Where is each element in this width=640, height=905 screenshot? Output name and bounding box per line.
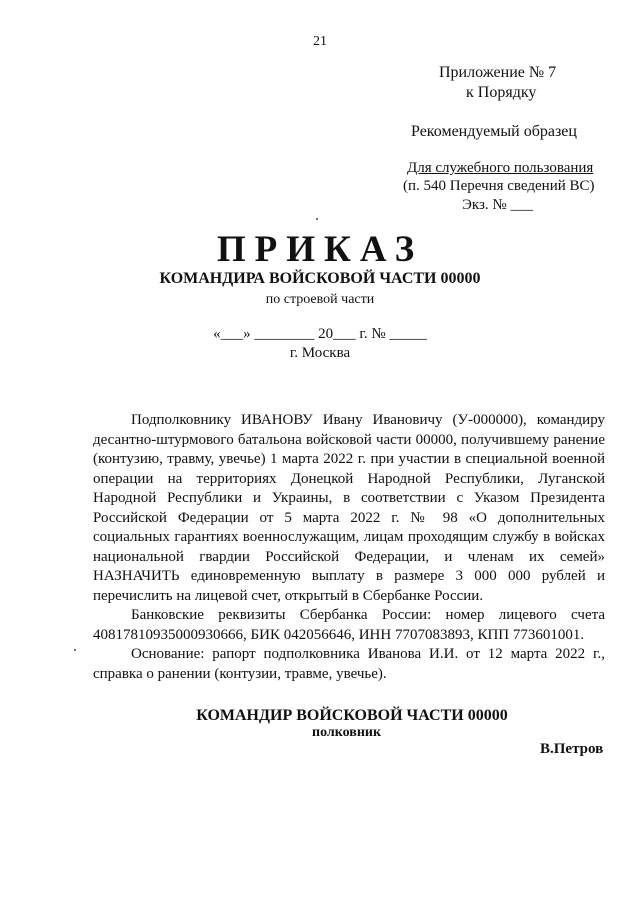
appendix-line-2: к Порядку bbox=[466, 84, 537, 101]
order-title: ПРИКАЗ bbox=[216, 229, 424, 270]
body-paragraph-1: Подполковнику ИВАНОВУ Ивану Ивановичу (У-000000), командиру десантно-штурмового батальона войсковой части 00000, получившему ранение (контузию, травму, увечье) 1 марта 2022 г. при участии в специальной военной операции на территориях Донецкой Народной Республики, Луганской Народной Республики и Украины, в соответствии с Указом Президента Российской Федерации от 5 марта 2022 г. № 98 «О дополнительных социальных гарантиях военнослужащим, лицам проходящим службу в войсках национальной гвардии Российской Федерации, и членам их семей» НАЗНАЧИТЬ единовременную выплату в размере 3 000 000 рублей и перечислить на лицевой счет, открытый в Сбербанке России. bbox=[93, 412, 605, 604]
scan-speck bbox=[74, 649, 76, 651]
classification-line-1: Для служебного пользования bbox=[407, 160, 594, 176]
page-number: 21 bbox=[313, 34, 327, 49]
order-subtitle: КОМАНДИРА ВОЙСКОВОЙ ЧАСТИ 00000 bbox=[159, 270, 481, 287]
order-type: по строевой части bbox=[265, 292, 375, 307]
signature-title: КОМАНДИР ВОЙСКОВОЙ ЧАСТИ 00000 bbox=[196, 707, 508, 724]
order-date-line: «___» ________ 20___ г. № _____ bbox=[213, 326, 427, 342]
body-paragraph-3: Основание: рапорт подполковника Иванова И.И. от 12 марта 2022 г., справка о ранении (контузии, травме, увечье). bbox=[93, 646, 605, 682]
order-city: г. Москва bbox=[289, 345, 351, 361]
signature-name: В.Петров bbox=[540, 741, 604, 757]
order-body bbox=[93, 411, 605, 684]
appendix-line-1: Приложение № 7 bbox=[439, 64, 557, 81]
classification-line-2: (п. 540 Перечня сведений ВС) bbox=[403, 178, 595, 194]
copy-number: Экз. № ___ bbox=[462, 197, 533, 213]
scan-speck bbox=[316, 218, 318, 220]
sample-label: Рекомендуемый образец bbox=[411, 123, 577, 140]
body-paragraph-2: Банковские реквизиты Сбербанка России: номер лицевого счета 40817810935000930666, БИК 042056646, ИНН 7707083893, КПП 773601001. bbox=[93, 607, 605, 643]
signature-rank: полковник bbox=[312, 725, 382, 740]
